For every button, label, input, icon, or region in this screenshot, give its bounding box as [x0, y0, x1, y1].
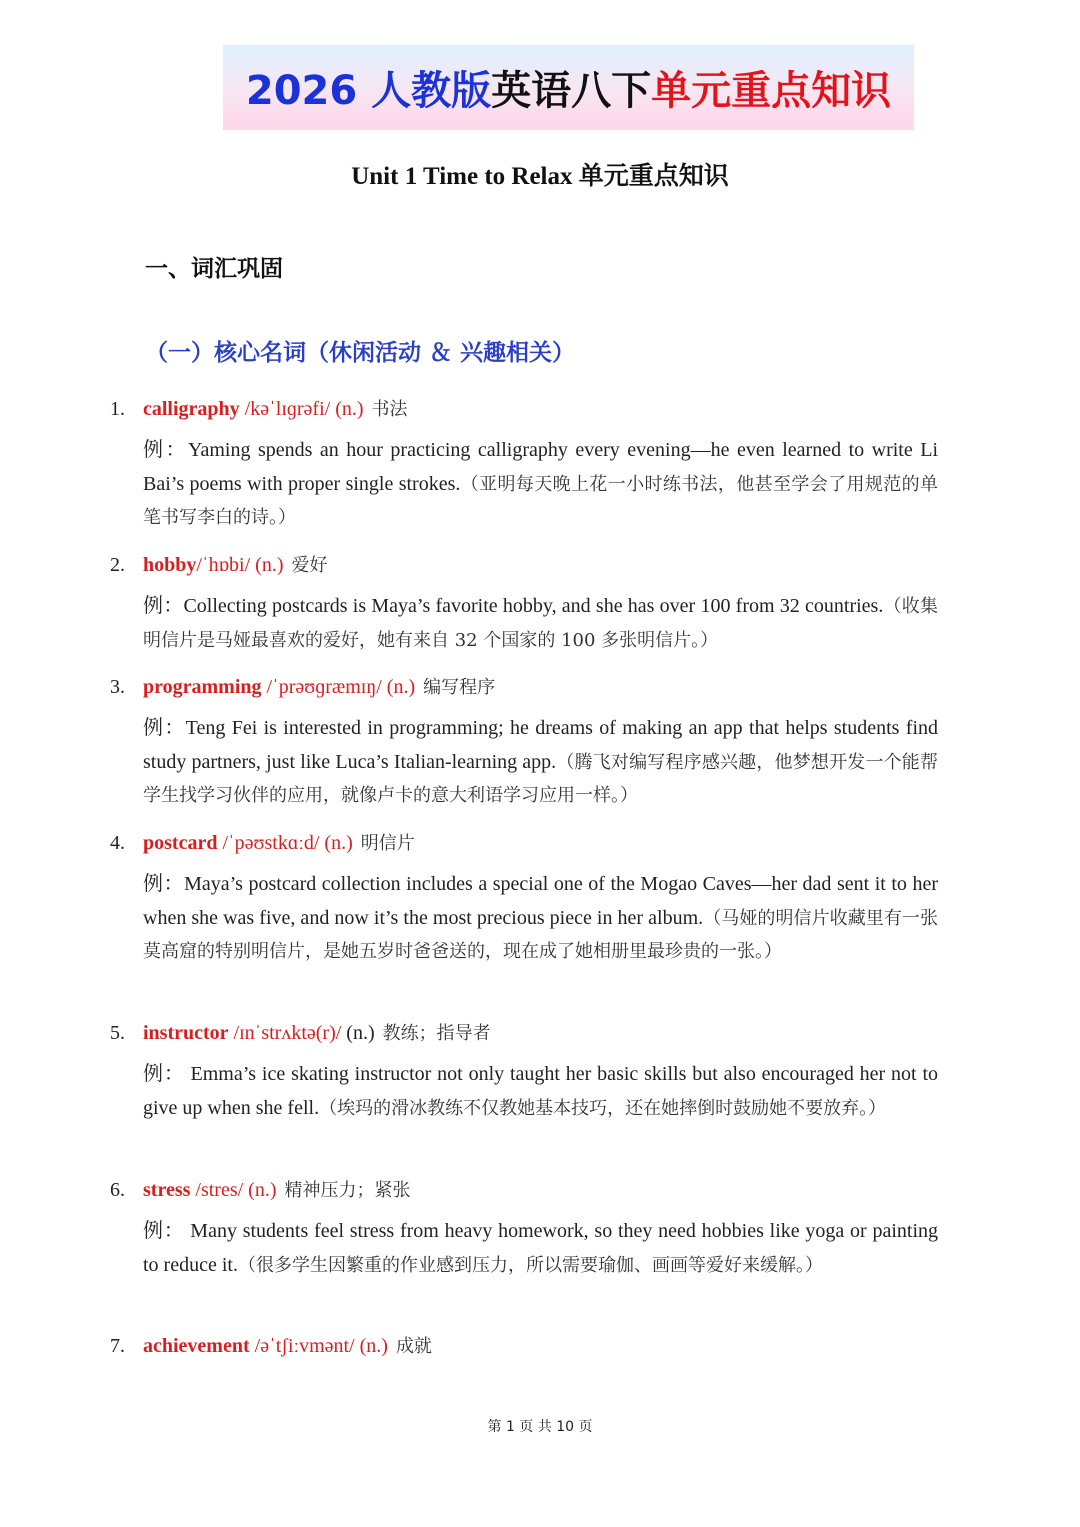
example-en: Teng Fei is interested in programming; he dreams of making an app that helps students find study partners, just like Luca’s Italian-learning app. [143, 717, 938, 773]
vocab-head [0, 826, 1080, 860]
vocab-head [0, 670, 1080, 704]
vocab-word: postcard [143, 832, 218, 854]
vocab-word: hobby [143, 554, 197, 576]
item-number: 2. [110, 554, 125, 576]
vocab-head [0, 1329, 1080, 1363]
vocab-word: programming [143, 676, 262, 698]
example-en: Emma’s ice skating instructor not only taught her basic skills but also encouraged her not to give up when she fell. [143, 1063, 939, 1119]
example-zh: （很多学生因繁重的作业感到压力，所以需要瑜伽、画画等爱好来缓解。） [237, 1254, 823, 1276]
vocab-meaning: 教练；指导者 [382, 1023, 491, 1044]
vocab-item [0, 1016, 1080, 1125]
vocab-meaning: 成就 [395, 1336, 432, 1357]
vocab-phonetic: /stres/ (n.) [190, 1179, 277, 1201]
vocab-head [0, 548, 1080, 582]
example-sentence [143, 1215, 938, 1282]
vocab-word: instructor [143, 1022, 229, 1044]
example-zh: （埃玛的滑冰教练不仅教她基本技巧，还在她摔倒时鼓励她不要放弃。） [319, 1097, 887, 1119]
example-prefix: 例： [143, 1063, 185, 1085]
vocab-phonetic: /ˈpəʊstkɑːd/ (n.) [217, 832, 353, 854]
example-zh: （腾飞对编写程序感兴趣，他梦想开发一个能帮学生找学习伙伴的应用，就像卢卡的意大利语学习应用一样。） [143, 751, 938, 806]
banner-grade: 英语八下 [491, 68, 652, 114]
item-number: 7. [110, 1335, 125, 1357]
example-zh: （收集明信片是马娅最喜欢的爱好，她有来自 32 个国家的 100 多张明信片。） [143, 596, 939, 651]
vocab-meaning: 爱好 [291, 555, 328, 576]
example-sentence [143, 434, 938, 535]
item-number: 5. [110, 1022, 125, 1044]
vocab-meaning: 编写程序 [423, 677, 496, 698]
example-zh: （亚明每天晚上花一小时练书法，他甚至学会了用规范的单笔书写李白的诗。） [143, 473, 938, 528]
example-prefix: 例： [143, 595, 184, 617]
vocab-phonetic: /ˈprəʊɡræmɪŋ/ (n.) [261, 676, 416, 698]
vocab-item [0, 392, 1080, 535]
example-sentence [143, 590, 938, 657]
example-prefix: 例： [143, 717, 186, 739]
vocab-meaning: 精神压力；紧张 [284, 1180, 411, 1201]
unit-title: Unit 1 Time to Relax 单元重点知识 [351, 163, 729, 190]
title-banner [223, 45, 914, 130]
vocab-meaning: 明信片 [360, 833, 415, 854]
example-en: Many students feel stress from heavy homework, so they need hobbies like yoga or painting to reduce it. [143, 1220, 939, 1276]
example-zh: （马娅的明信片收藏里有一张莫高窟的特别明信片，是她五岁时爸爸送的，现在成了她相册里最珍贵的一张。） [143, 907, 938, 962]
vocab-word: stress [143, 1179, 191, 1201]
vocab-head [0, 1173, 1080, 1207]
vocab-pos: (n.) [341, 1022, 375, 1044]
vocab-word: calligraphy [143, 398, 240, 420]
vocab-phonetic: /kəˈlɪɡrəfi/ (n.) [239, 398, 364, 420]
example-prefix: 例： [143, 1220, 185, 1242]
item-number: 3. [110, 676, 125, 698]
vocab-phonetic: /ɪnˈstrʌktə(r)/ [228, 1022, 342, 1044]
item-number: 4. [110, 832, 125, 854]
example-sentence [143, 868, 938, 969]
sub-heading: （一）核心名词（休闲活动 ＆ 兴趣相关） [145, 340, 576, 366]
example-en: Yaming spends an hour practicing calligraphy every evening—he even learned to write Li Bai’s poems with proper single strokes. [143, 439, 939, 495]
vocab-head [0, 1016, 1080, 1050]
vocab-phonetic: /əˈtʃiːvmənt/ (n.) [249, 1335, 388, 1357]
example-en: Collecting postcards is Maya’s favorite hobby, and she has over 100 from 32 countries. [183, 595, 884, 617]
vocab-item [0, 1329, 1080, 1363]
example-prefix: 例： [143, 439, 189, 461]
example-prefix: 例： [143, 873, 185, 895]
item-number: 1. [110, 398, 125, 420]
vocab-item [0, 548, 1080, 657]
vocab-item [0, 1173, 1080, 1282]
example-en: Maya’s postcard collection includes a special one of the Mogao Caves—her dad sent it to her when she was five, and now it’s the most precious piece in her album. [143, 873, 939, 929]
example-sentence [143, 712, 938, 813]
vocab-meaning: 书法 [371, 399, 408, 420]
vocab-word: achievement [143, 1335, 250, 1357]
vocab-item [0, 826, 1080, 969]
banner-edition: 2026 人教版 [245, 68, 492, 114]
vocab-phonetic: /ˈhɒbi/ (n.) [196, 554, 284, 576]
item-number: 6. [110, 1179, 125, 1201]
banner-topic: 单元重点知识 [651, 68, 892, 114]
section-heading: 一、词汇巩固 [145, 256, 283, 282]
vocab-item [0, 670, 1080, 813]
vocab-head [0, 392, 1080, 426]
example-sentence [143, 1058, 938, 1125]
page-footer: 第 1 页 共 10 页 [487, 1419, 593, 1435]
